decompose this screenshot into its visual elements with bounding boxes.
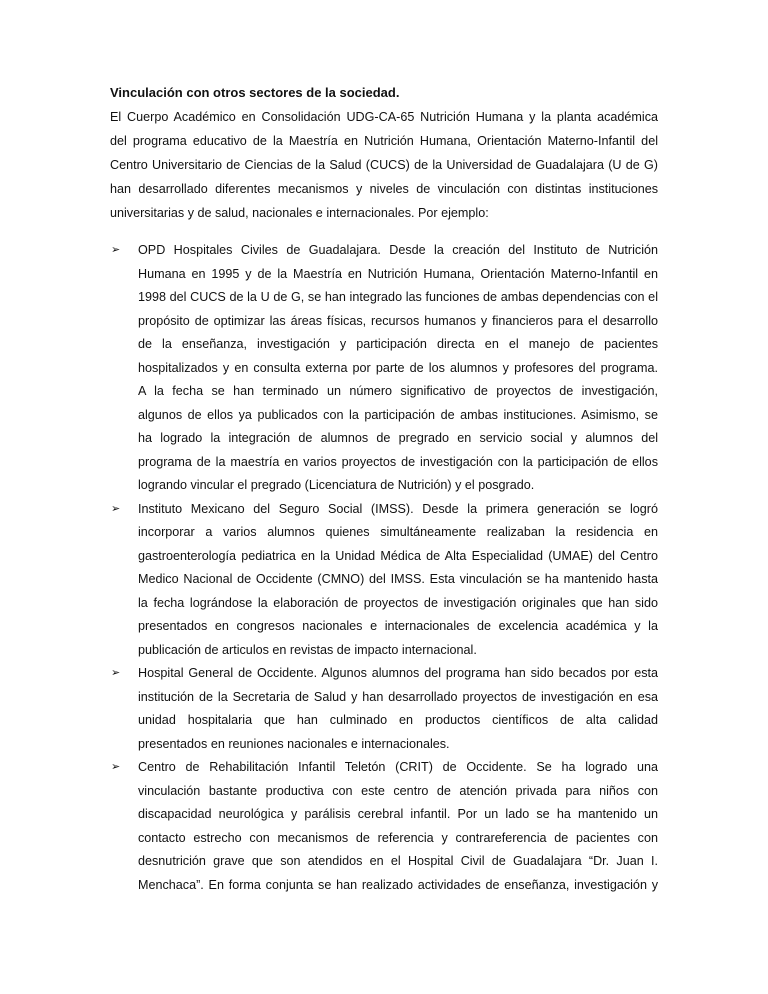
bullet-line: A la fecha se han terminado un número significativo de proyectos de investigación, (138, 384, 658, 398)
bullet-line: contacto estrecho con mecanismos de referencia y contrareferencia de pacientes con (138, 830, 658, 845)
intro-line: han desarrollado diferentes mecanismos y niveles de vinculación con distintas instituciones (110, 182, 658, 196)
bullet-line: gastroenterología pediatrica en la Unidad Médica de Alta Especialidad (UMAE) del Centro (138, 548, 658, 563)
bullet-line: la fecha lográndose la elaboración de proyectos de investigación originales que han sido (138, 595, 658, 610)
bullet-line: programa de la maestría en varios proyectos de investigación con la participación de ellos (138, 454, 658, 469)
bullet-line: Humana en 1995 y de la Maestría en Nutrición Humana, Orientación Materno-Infantil en (138, 266, 658, 281)
bullet-line: de la enseñanza, investigación y participación directa en el manejo de pacientes (138, 337, 658, 351)
bullet-line: algunos de ellos ya publicados con la participación de ambas instituciones. Asimismo, se (138, 407, 658, 422)
bullet-line: publicación de articulos en revistas de impacto internacional. (138, 642, 477, 657)
bullet-line: Menchaca”. En forma conjunta se han realizado actividades de enseñanza, investigación y (138, 877, 658, 892)
bullet-line: Instituto Mexicano del Seguro Social (IMSS). Desde la primera generación se logró (138, 501, 658, 516)
intro-line: El Cuerpo Académico en Consolidación UDG-CA-65 Nutrición Humana y la planta académica (110, 110, 658, 124)
arrowhead-bullet-icon: ➢ (111, 667, 121, 679)
bullet-line: Hospital General de Occidente. Algunos alumnos del programa han sido becados por esta (138, 666, 658, 680)
bullet-line: presentados en reuniones nacionales e internacionales. (138, 736, 450, 751)
intro-line: Centro Universitario de Ciencias de la Salud (CUCS) de la Universidad de Guadalajara (U de G) (110, 158, 658, 172)
section-title: Vinculación con otros sectores de la sociedad. (110, 85, 400, 100)
bullet-line: logrando vincular el pregrado (Licenciatura de Nutrición) y el posgrado. (138, 478, 535, 492)
bullet-line: propósito de optimizar las áreas físicas, recursos humanos y financieros para el desarrollo (138, 313, 658, 328)
bullet-line: vinculación bastante productiva con este centro de atención privada para niños con (138, 783, 658, 798)
bullet-item (110, 662, 658, 756)
bullet-item (110, 756, 658, 897)
bullet-list (110, 239, 658, 897)
bullet-line: discapacidad neurológica y parálisis cerebral infantil. Por un lado se ha mantenido un (138, 807, 658, 821)
arrowhead-bullet-icon: ➢ (111, 502, 121, 515)
bullet-line: 1998 del CUCS de la U de G, se han integrado las funciones de ambas dependencias con el (138, 290, 658, 304)
bullet-line: Medico Nacional de Occidente (CMNO) del IMSS. Esta vinculación se ha mantenido hasta (138, 572, 658, 586)
bullet-item (110, 498, 658, 663)
bullet-line: desnutrición grave que son atendidos en el Hospital Civil de Guadalajara “Dr. Juan I. (138, 854, 658, 868)
bullet-line: institución de la Secretaria de Salud y han desarrollado proyectos de investigación en esa (138, 689, 658, 704)
intro-line: universitarias y de salud, nacionales e internacionales. Por ejemplo: (110, 206, 489, 220)
bullet-line: unidad hospitalaria que han culminado en productos científicos de alta calidad (138, 713, 658, 727)
bullet-line: hospitalizados y en consulta externa por parte de los alumnos y profesores del programa. (138, 360, 658, 375)
bullet-line: Centro de Rehabilitación Infantil Teletón (CRIT) de Occidente. Se ha logrado una (138, 760, 658, 774)
bullet-line: ha logrado la integración de alumnos de pregrado en servicio social y alumnos del (138, 431, 658, 445)
bullet-line: presentados en congresos nacionales e internacionales de excelencia académica y la (138, 619, 658, 633)
bullet-item (110, 239, 658, 498)
arrowhead-bullet-icon: ➢ (111, 244, 121, 256)
arrowhead-bullet-icon: ➢ (111, 761, 121, 773)
intro-paragraph (110, 105, 658, 225)
intro-line: del programa educativo de la Maestría en Nutrición Humana, Orientación Materno-Infantil del (110, 134, 658, 148)
bullet-line: incorporar a varios alumnos quienes simultáneamente realizaban la residencia en (138, 525, 658, 539)
bullet-line: OPD Hospitales Civiles de Guadalajara. Desde la creación del Instituto de Nutrición (138, 243, 658, 257)
